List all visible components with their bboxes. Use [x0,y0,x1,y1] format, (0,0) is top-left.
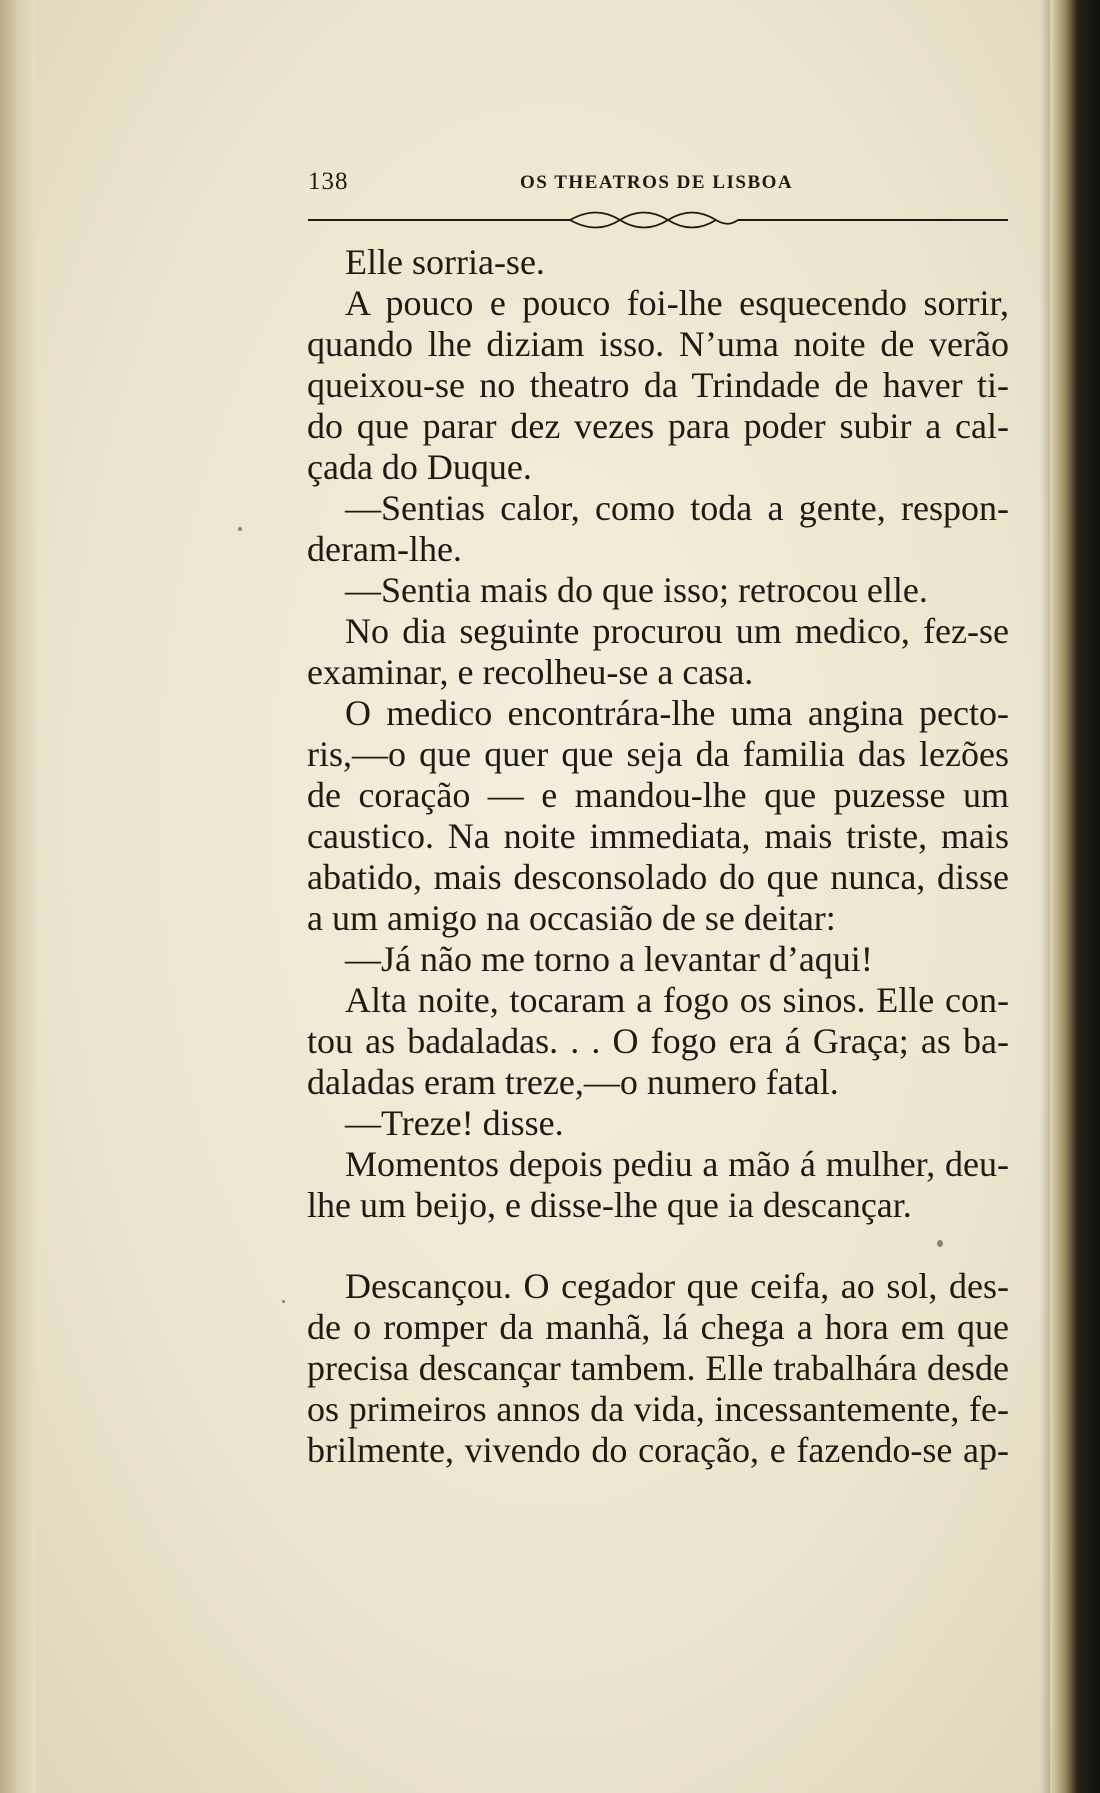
text-line: ris,—o que quer que seja da familia das lezões [307,734,1009,774]
text-line: —Sentias calor, como toda a gente, respon- [345,488,1009,528]
book-gutter [1050,0,1100,1793]
text-line: O medico encontrára-lhe uma angina pecto- [345,693,1009,733]
text-line: brilmente, vivendo do coração, e fazendo-se ap- [307,1430,1009,1470]
text-line: No dia seguinte procurou um medico, fez-se [345,611,1009,651]
text-line: Alta noite, tocaram a fogo os sinos. Elle con- [345,980,1009,1020]
ink-speck [238,527,242,531]
text-line: —Sentia mais do que isso; retrocou elle. [345,570,928,610]
text-line: çada do Duque. [307,447,532,487]
header-ornament-rule [308,208,1008,234]
page-number: 138 [308,168,349,195]
text-line: de coração — e mandou-lhe que puzesse um [307,775,1009,815]
text-line: Elle sorria-se. [345,242,545,282]
text-line: —Treze! disse. [345,1103,564,1143]
text-line: A pouco e pouco foi-lhe esquecendo sorrir, [345,283,1009,323]
body-text [307,242,1009,1471]
text-line: quando lhe diziam isso. N’uma noite de verão [307,324,1009,364]
text-line: daladas eram treze,—o numero fatal. [307,1062,839,1102]
text-line: queixou-se no theatro da Trindade de haver ti- [307,365,1009,405]
page-header [308,168,1014,202]
text-line: a um amigo na occasião de se deitar: [307,898,836,938]
text-line: deram-lhe. [307,529,462,569]
text-line: os primeiros annos da vida, incessantemente, fe- [307,1389,1009,1429]
page-left-edge [0,0,36,1793]
text-line: abatido, mais desconsolado do que nunca, disse [307,857,1009,897]
text-line: caustico. Na noite immediata, mais triste, mais [307,816,1009,856]
ink-speck [937,1240,943,1247]
running-title: OS THEATROS DE LISBOA [520,172,794,193]
text-line: examinar, e recolheu-se a casa. [307,652,754,692]
text-line: do que parar dez vezes para poder subir a cal- [307,406,1009,446]
text-line: tou as badaladas. . . O fogo era á Graça; as ba- [307,1021,1009,1061]
text-line: Momentos depois pediu a mão á mulher, deu- [345,1144,1009,1184]
ink-speck [282,1300,285,1303]
text-line: Descançou. O cegador que ceifa, ao sol, des- [345,1266,1009,1306]
text-line: —Já não me torno a levantar d’aqui! [345,939,873,979]
paragraph-gap [307,1226,1009,1266]
text-line: precisa descançar tambem. Elle trabalhára desde [307,1348,1009,1388]
text-line: lhe um beijo, e disse-lhe que ia descançar. [307,1185,912,1225]
text-line: de o romper da manhã, lá chega a hora em que [307,1307,1009,1347]
